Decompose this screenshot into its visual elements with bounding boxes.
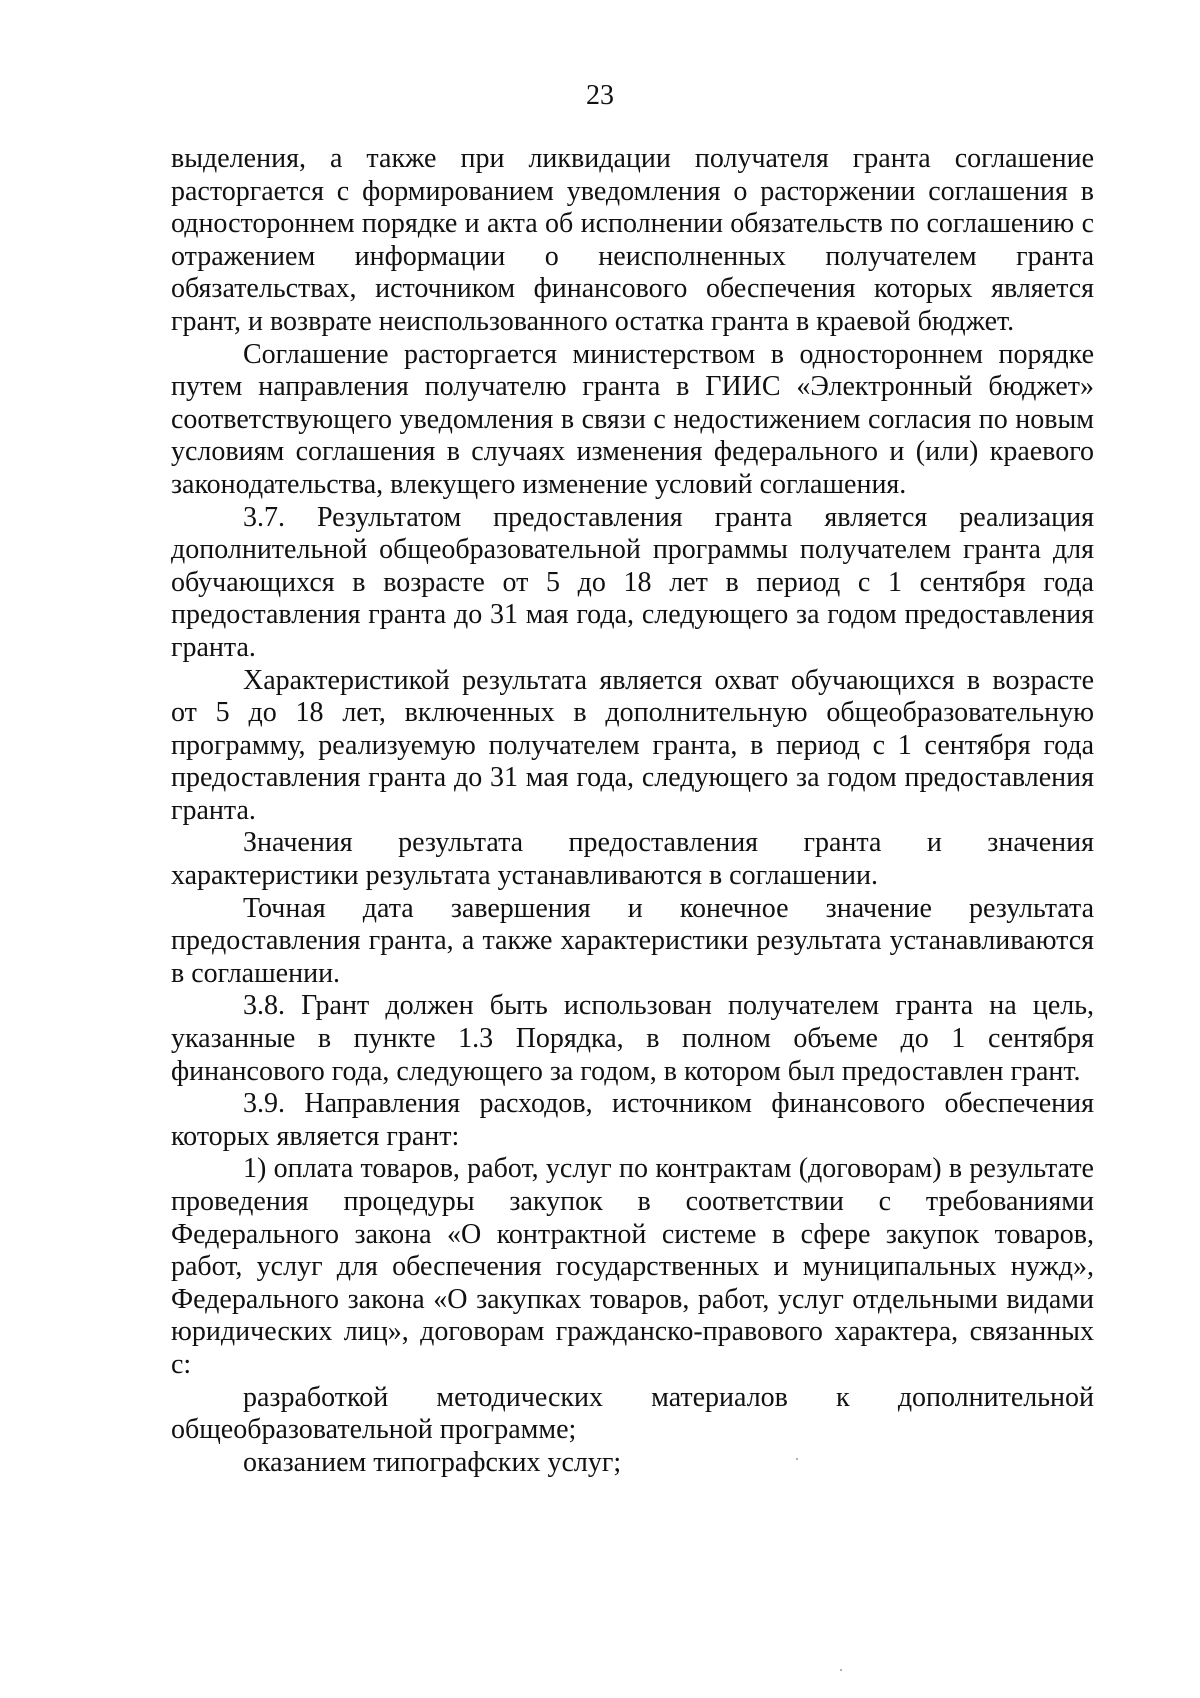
paragraph-section-3-8: 3.8. Грант должен быть использован получателем гранта на цель, указанные в пункте 1.3 Порядка, в полном объеме до 1 сентября финансового года, следующего за годом, в котором был предоставлен грант. xyxy=(171,990,1094,1087)
paragraph-result-values: Значения результата предоставления гранта и значения характеристики результата устанавливаются в соглашении. xyxy=(171,827,1094,892)
paragraph-agreement-termination: Соглашение расторгается министерством в одностороннем порядке путем направления получателю гранта в ГИИС «Электронный бюджет» соответствующего уведомления в связи с недостижением согласия по новым условиям соглашения в случаях изменения федерального и (или) краевого законодательства, влекущего изменение условий соглашения. xyxy=(171,338,1094,500)
paragraph-result-characteristic: Характеристикой результата является охват обучающихся в возрасте от 5 до 18 лет, включенных в дополнительную общеобразовательную программу, реализуемую получателем гранта, в период с 1 сентября года предоставления гранта до 31 мая года, следующего за годом предоставления гранта. xyxy=(171,664,1094,826)
document-body xyxy=(171,143,1094,1479)
page-number: 23 xyxy=(586,80,614,111)
paragraph-methodical-materials: разработкой методических материалов к дополнительной общеобразовательной программе; xyxy=(171,1381,1094,1446)
scan-speck xyxy=(796,1458,798,1460)
paragraph-section-3-9: 3.9. Направления расходов, источником финансового обеспечения которых является грант: xyxy=(171,1088,1094,1152)
paragraph-item-1: 1) оплата товаров, работ, услуг по контрактам (договорам) в результате проведения процедуры закупок в соответствии с требованиями Федерального закона «О контрактной системе в сфере закупок товаров, работ, услуг для обеспечения государственных и муниципальных нужд», Федерального закона «О закупках товаров, работ, услуг отдельными видами юридических лиц», договорам гражданско-правового характера, связанных с: xyxy=(171,1153,1094,1380)
paragraph-section-3-7: 3.7. Результатом предоставления гранта является реализация дополнительной общеобразовательной программы получателем гранта для обучающихся в возрасте от 5 до 18 лет в период с 1 сентября года предоставления гранта до 31 мая года, следующего за годом предоставления гранта. xyxy=(171,501,1094,663)
scan-speck xyxy=(840,1669,842,1671)
paragraph-completion-date: Точная дата завершения и конечное значение результата предоставления гранта, а также характеристики результата устанавливаются в соглашении. xyxy=(171,892,1094,989)
paragraph-printing-services: оказанием типографских услуг; xyxy=(243,1446,622,1478)
paragraph-continuation: выделения, а также при ликвидации получателя гранта соглашение расторгается с формированием уведомления о расторжении соглашения в одностороннем порядке и акта об исполнении обязательств по соглашению с отражением информации о неисполненных получателем гранта обязательствах, источником финансового обеспечения которых является грант, и возврате неиспользованного остатка гранта в краевой бюджет. xyxy=(171,143,1094,337)
